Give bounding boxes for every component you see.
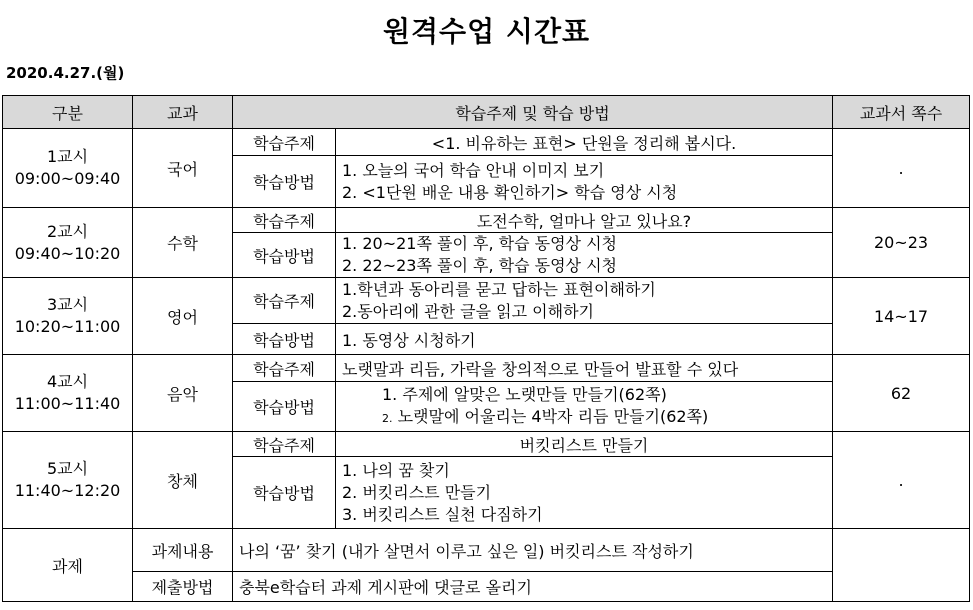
method-cell	[336, 457, 833, 529]
topic-cell: <1. 비유하는 표현> 단원을 정리해 봅시다.	[336, 129, 833, 156]
method-text: 주제에 알맞은 노랫만들 만들기(62쪽)	[402, 384, 667, 404]
period-cell	[3, 355, 133, 432]
topic-line: 1.학년과 동아리를 묻고 답하는 표현이해하기	[342, 279, 656, 299]
method-line	[342, 406, 826, 430]
table-row	[3, 432, 970, 457]
period-cell	[3, 208, 133, 278]
method-line: 1. 20~21쪽 풀이 후, 학습 동영상 시청	[342, 234, 618, 253]
period-time: 11:00~11:40	[14, 394, 121, 413]
pages-cell: 14~17	[833, 278, 970, 355]
subject-cell: 영어	[133, 278, 233, 355]
pages-cell: .	[833, 432, 970, 529]
method-label: 학습방법	[233, 156, 336, 208]
method-cell	[336, 233, 833, 278]
period-name: 1교시	[46, 147, 89, 166]
topic-label: 학습주제	[233, 129, 336, 156]
subject-cell: 음악	[133, 355, 233, 432]
header-content: 학습주제 및 학습 방법	[233, 96, 833, 129]
method-cell: 1. 동영상 시청하기	[336, 324, 833, 355]
topic-label: 학습주제	[233, 432, 336, 457]
method-number: 1.	[382, 384, 398, 404]
period-name: 3교시	[46, 295, 89, 314]
table-row	[3, 278, 970, 324]
period-time: 09:40~10:20	[14, 243, 121, 263]
subject-cell: 국어	[133, 129, 233, 208]
subject-cell: 수학	[133, 208, 233, 278]
topic-label: 학습주제	[233, 355, 336, 382]
date-label: 2020.4.27.(월)	[6, 64, 125, 82]
header-division: 구분	[3, 96, 133, 129]
header-pages: 교과서 쪽수	[833, 96, 970, 129]
assignment-content: 나의 ‘꿈’ 찾기 (내가 살면서 이루고 싶은 일) 버킷리스트 작성하기	[233, 529, 833, 572]
method-label: 학습방법	[233, 382, 336, 432]
topic-label: 학습주제	[233, 278, 336, 324]
method-line: 2. 22~23쪽 풀이 후, 학습 동영상 시청	[342, 256, 618, 275]
assignment-submit: 충북e학습터 과제 게시판에 댓글로 올리기	[233, 572, 833, 602]
topic-cell: 도전수학, 얼마나 알고 있나요?	[336, 208, 833, 233]
assignment-label: 과제	[3, 529, 133, 602]
method-number: 2.	[382, 411, 393, 425]
assignment-row	[3, 529, 970, 572]
method-line: 2. 버킷리스트 만들기	[342, 482, 492, 502]
period-cell	[3, 278, 133, 355]
topic-line: 2.동아리에 관한 글을 읽고 이해하기	[342, 301, 594, 321]
method-cell	[336, 382, 833, 432]
header-row	[3, 96, 970, 129]
method-line: 1. 오늘의 국어 학습 안내 이미지 보기	[342, 160, 605, 180]
period-time: 10:20~11:00	[14, 317, 121, 336]
topic-cell: 버킷리스트 만들기	[336, 432, 833, 457]
header-subject: 교과	[133, 96, 233, 129]
page-title: 원격수업 시간표	[382, 15, 591, 48]
period-name: 5교시	[46, 459, 89, 478]
table-row	[3, 129, 970, 156]
assignment-pages-empty	[833, 529, 970, 602]
subject-cell: 창체	[133, 432, 233, 529]
topic-cell	[336, 278, 833, 324]
method-line: 1. 나의 꿈 찾기	[342, 460, 450, 480]
pages-cell: .	[833, 129, 970, 208]
method-cell	[336, 156, 833, 208]
table-row	[3, 208, 970, 233]
period-time: 11:40~12:20	[14, 481, 121, 500]
period-cell	[3, 432, 133, 529]
method-label: 학습방법	[233, 233, 336, 278]
assignment-row	[3, 572, 970, 602]
timetable	[2, 95, 970, 602]
period-time: 09:00~09:40	[14, 169, 121, 188]
method-line: 3. 버킷리스트 실천 다짐하기	[342, 504, 543, 524]
period-cell	[3, 129, 133, 208]
assignment-content-label: 과제내용	[133, 529, 233, 572]
topic-cell: 노랫말과 리듬, 가락을 창의적으로 만들어 발표할 수 있다	[336, 355, 833, 382]
method-line	[342, 384, 826, 406]
method-label: 학습방법	[233, 457, 336, 529]
period-name: 4교시	[46, 372, 89, 391]
pages-cell: 20~23	[833, 208, 970, 278]
pages-cell: 62	[833, 355, 970, 432]
topic-label: 학습주제	[233, 208, 336, 233]
method-label: 학습방법	[233, 324, 336, 355]
method-line: 2. <1단원 배운 내용 확인하기> 학습 영상 시청	[342, 182, 678, 202]
method-text: 노랫말에 어울리는 4박자 리듬 만들기(62쪽)	[397, 406, 709, 426]
assignment-submit-label: 제출방법	[133, 572, 233, 602]
period-name: 2교시	[46, 221, 89, 241]
table-row	[3, 355, 970, 382]
